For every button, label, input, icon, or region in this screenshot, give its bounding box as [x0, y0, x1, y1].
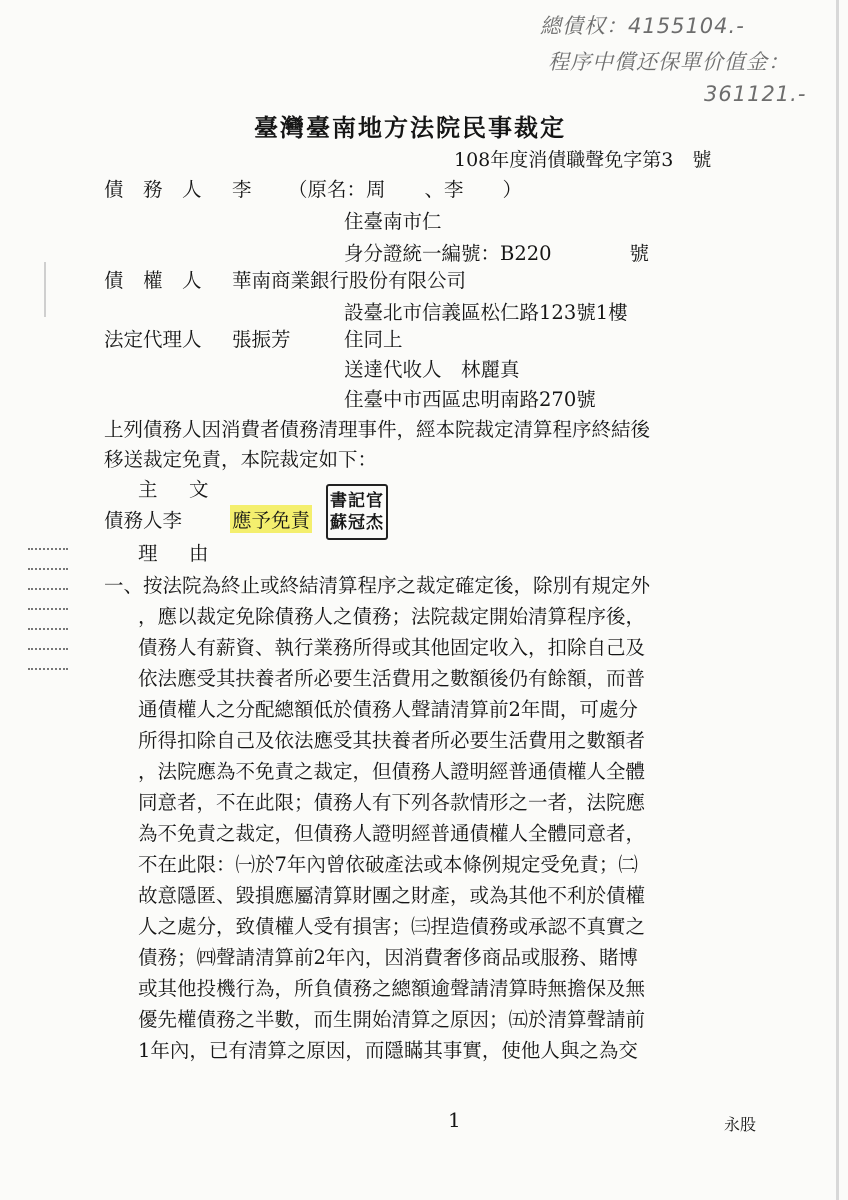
- handwritten-note-3: 361121.-: [704, 82, 807, 106]
- margin-dots: [28, 648, 68, 652]
- reason-line: 故意隱匿、毀損應屬清算財團之財產，或為其他不利於債權: [138, 884, 646, 907]
- reason-line: 債務人有薪資、執行業務所得或其他固定收入，扣除自己及: [138, 636, 646, 659]
- service-agent-address: 住臺中市西區忠明南路270號: [344, 388, 596, 411]
- legal-rep-address: 住同上: [344, 328, 403, 351]
- reason-line: 依法應受其扶養者所必要生活費用之數額後仍有餘額，而普: [138, 667, 646, 690]
- debtor-id-number: 身分證統一編號：B220 號: [344, 242, 650, 265]
- creditor-label: 債 權 人: [104, 269, 202, 292]
- footer-mark: 永股: [724, 1115, 757, 1134]
- scan-mark: [44, 262, 46, 317]
- reason-line: 一、按法院為終止或終結清算程序之裁定確定後，除別有規定外: [104, 574, 651, 597]
- legal-rep-name: 張振芳: [232, 328, 291, 351]
- reason-line: ，法院應為不免責之裁定，但債務人證明經普通債權人全體: [138, 760, 646, 783]
- reason-line: 為不免責之裁定，但債務人證明經普通債權人全體同意者，: [138, 822, 646, 845]
- handwritten-note-2: 程序中償还保單价值金：: [548, 50, 790, 74]
- seal-title: 書記官: [330, 491, 384, 511]
- debtor-address: 住臺南市仁: [344, 210, 442, 233]
- margin-dots: [28, 548, 68, 552]
- reason-line: ，應以裁定免除債務人之債務；法院裁定開始清算程序後，: [138, 605, 646, 628]
- court-title: 臺灣臺南地方法院民事裁定: [254, 113, 566, 142]
- service-agent: 送達代收人 林麗真: [344, 358, 520, 381]
- debtor-label: 債 務 人: [104, 178, 202, 201]
- intro-line-1: 上列債務人因消費者債務清理事件，經本院裁定清算程序終結後: [104, 418, 651, 441]
- scan-edge-line: [836, 0, 839, 1200]
- margin-dots: [28, 628, 68, 632]
- legal-rep-label: 法定代理人: [104, 328, 202, 351]
- debtor-former-name: （原名：周 、李 ）: [288, 178, 523, 201]
- main-heading: 主 文: [138, 478, 215, 501]
- ruling-text: 應予免責: [230, 505, 312, 533]
- margin-dots: [28, 668, 68, 672]
- debtor-name: 李: [232, 178, 252, 201]
- seal-name: 蘇冠杰: [330, 513, 384, 533]
- reason-line: 所得扣除自己及依法應受其扶養者所必要生活費用之數額者: [138, 729, 646, 752]
- reason-line: 人之處分，致債權人受有損害；㈢捏造債務或承認不真實之: [138, 915, 646, 938]
- reason-line: 1年內，已有清算之原因，而隱瞞其事實，使他人與之為交: [138, 1039, 638, 1062]
- page-number: 1: [448, 1108, 461, 1132]
- reason-line: 或其他投機行為，所負債務之總額逾聲請清算時無擔保及無: [138, 977, 646, 1000]
- reason-line: 同意者，不在此限；債務人有下列各款情形之一者，法院應: [138, 791, 646, 814]
- margin-dots: [28, 568, 68, 572]
- margin-dots: [28, 608, 68, 612]
- reason-line: 不在此限：㈠於7年內曾依破產法或本條例規定受免責；㈡: [138, 853, 638, 876]
- intro-line-2: 移送裁定免責，本院裁定如下：: [104, 448, 378, 471]
- reason-line: 優先權債務之半數，而生開始清算之原因；㈤於清算聲請前: [138, 1008, 646, 1031]
- case-reference: 108年度消債職聲免字第3 號: [454, 149, 712, 171]
- clerk-seal-stamp: [326, 484, 388, 540]
- reason-line: 通債權人之分配總額低於債務人聲請清算前2年間，可處分: [138, 698, 638, 721]
- handwritten-note-1: 總債权：4155104.-: [540, 14, 745, 38]
- margin-dots: [28, 588, 68, 592]
- reason-line: 債務；㈣聲請清算前2年內，因消費奢侈商品或服務、賭博: [138, 946, 638, 969]
- reason-heading: 理 由: [138, 542, 215, 565]
- creditor-name: 華南商業銀行股份有限公司: [232, 269, 467, 292]
- creditor-address: 設臺北市信義區松仁路123號1樓: [344, 301, 628, 324]
- ruling-debtor: 債務人李: [104, 509, 183, 532]
